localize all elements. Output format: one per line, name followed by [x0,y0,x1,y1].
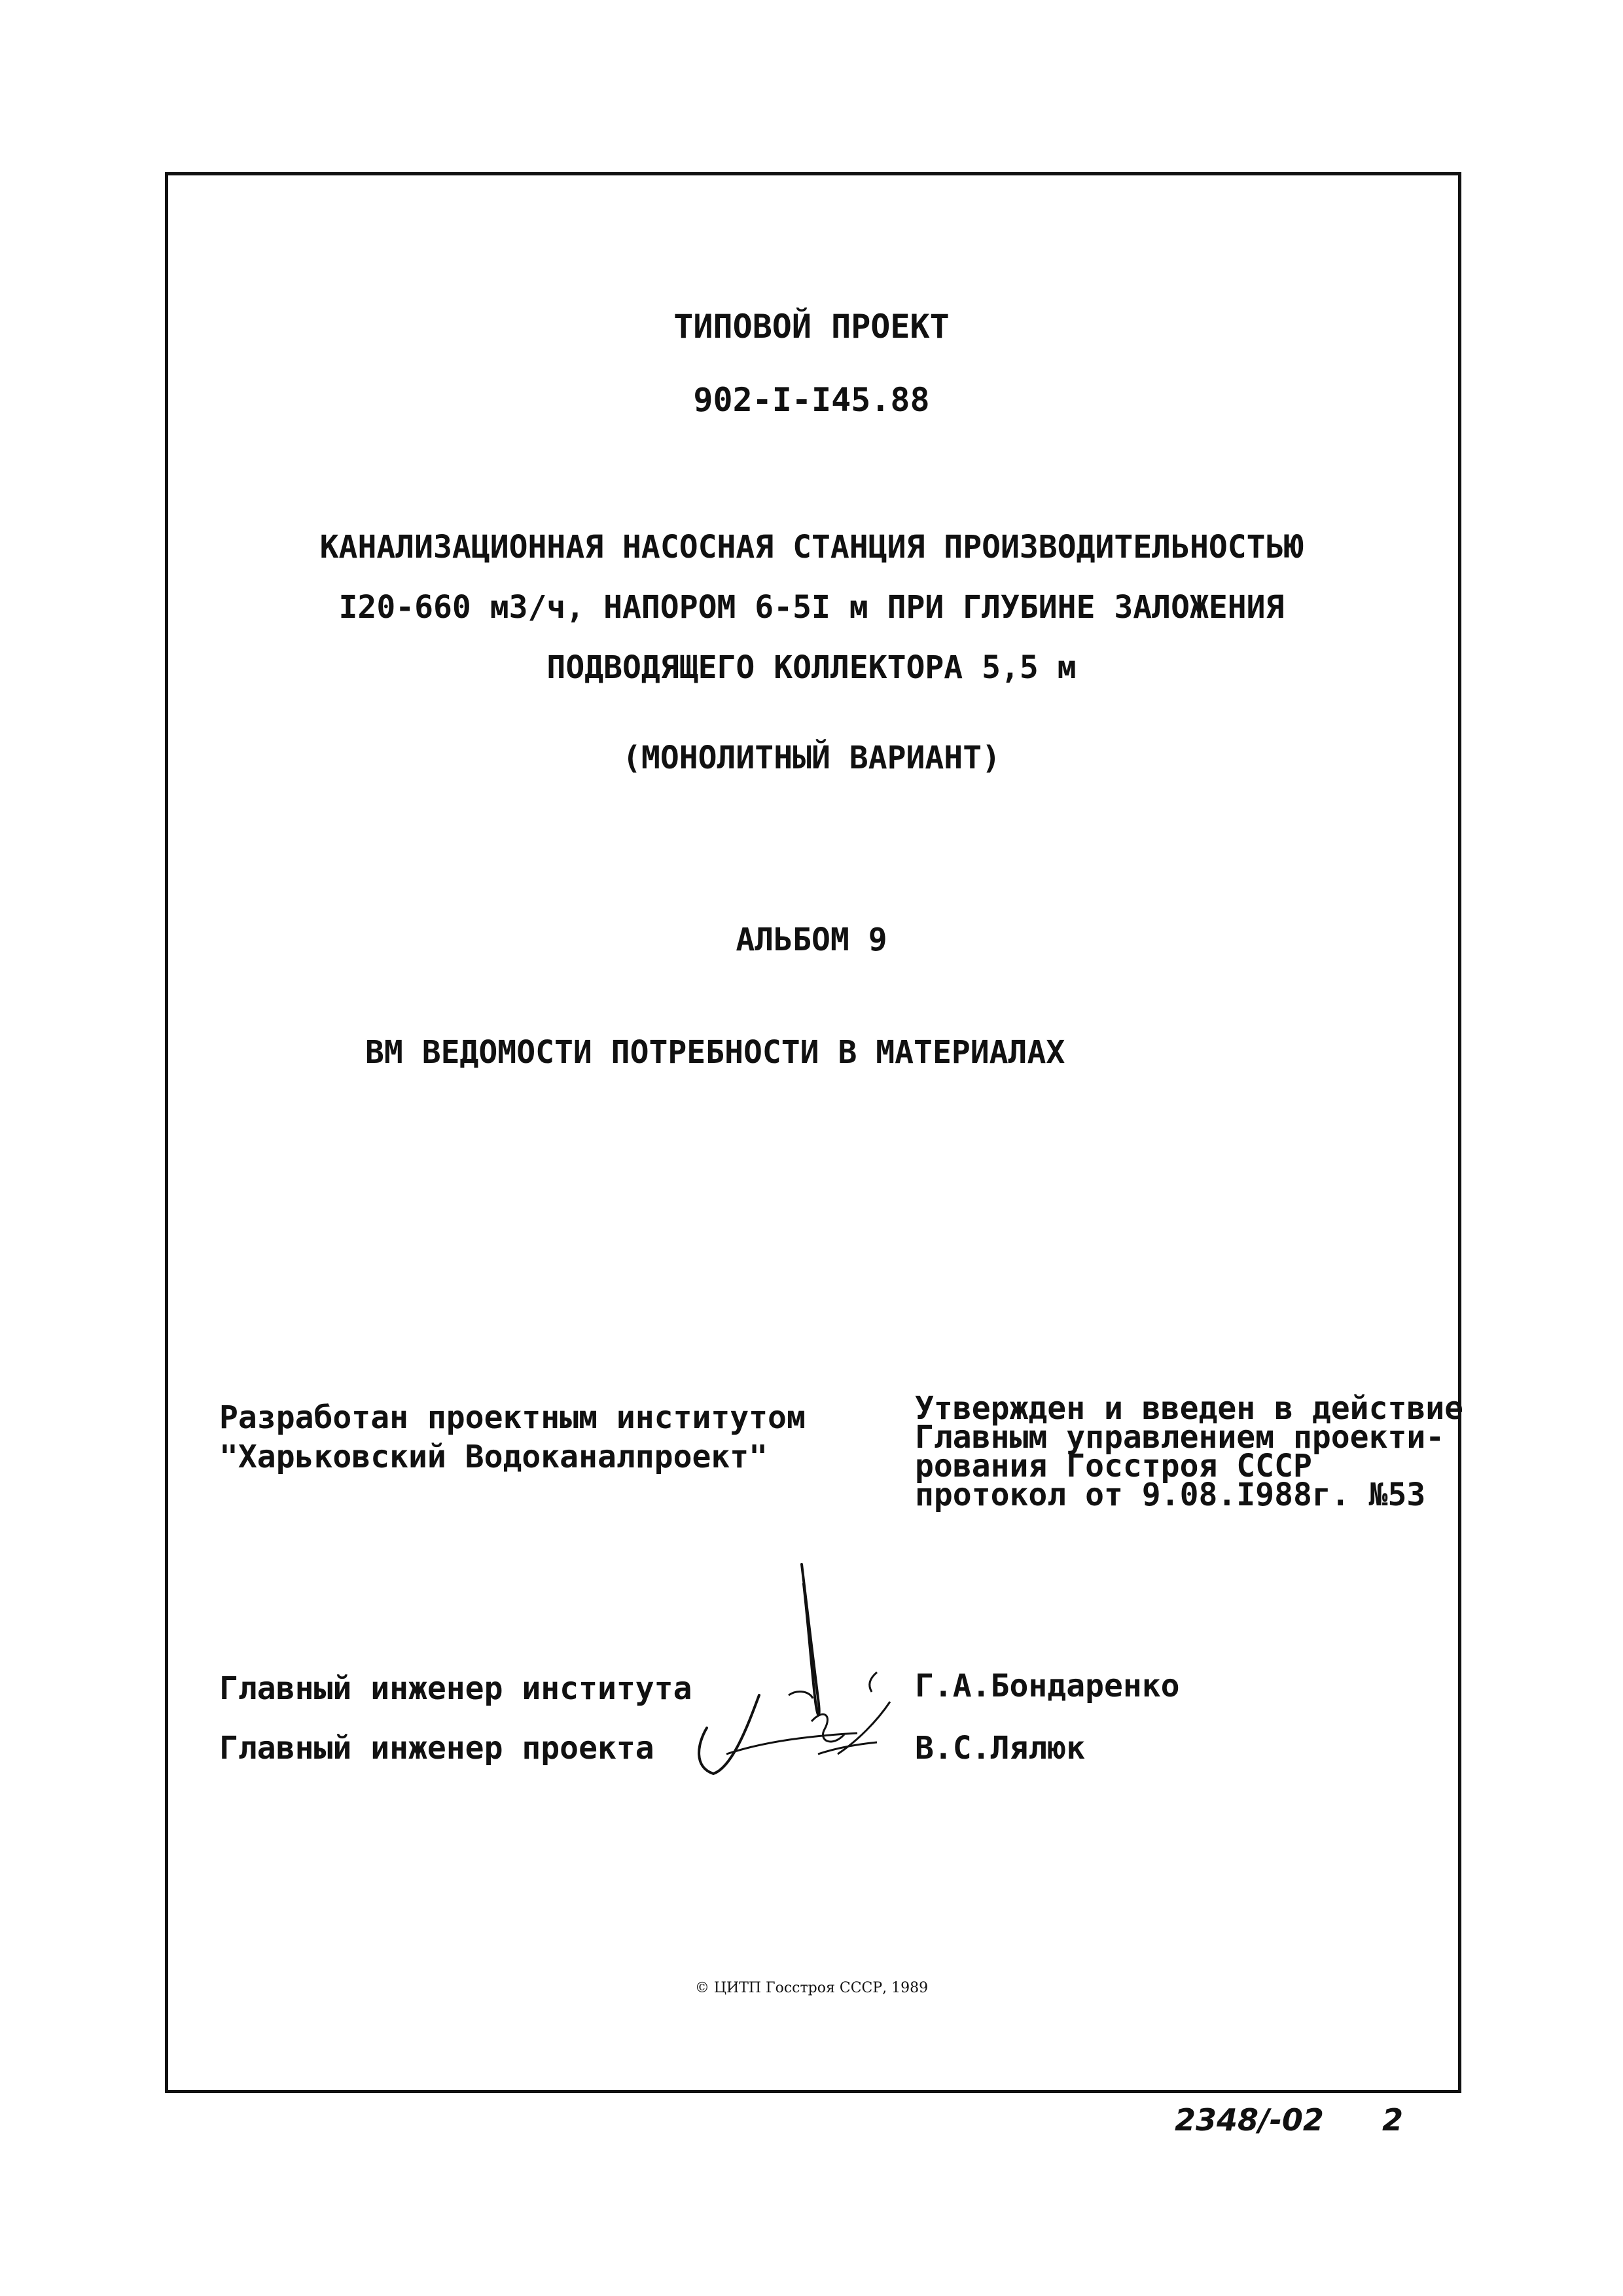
page-number-stamp: 2 [1382,2102,1404,2138]
title-line-1: КАНАЛИЗАЦИОННАЯ НАСОСНАЯ СТАНЦИЯ ПРОИЗВОДИТЕЛЬНОСТЬЮ [319,529,1304,565]
variant-label: (МОНОЛИТНЫЙ ВАРИАНТ) [622,740,1001,776]
title-line-2: I20-660 м3/ч, НАПОРОМ 6-5I м ПРИ ГЛУБИНЕ ЗАЛОЖЕНИЯ [338,589,1285,626]
album-label: АЛЬБОМ 9 [736,922,887,958]
project-number: 902-I-I45.88 [693,381,930,419]
chief-engineer-institute-name: Г.А.Бондаренко [915,1668,1180,1704]
chief-engineer-project-name: В.С.Лялюк [915,1730,1086,1767]
chief-engineer-project-label: Главный инженер проекта [219,1730,654,1767]
title-line-3: ПОДВОДЯЩЕГО КОЛЛЕКТОРА 5,5 м [546,649,1077,686]
developer-line-2: "Харьковский Водоканалпроект" [219,1439,768,1475]
approval-line-3: рования Госстроя СССР [915,1448,1312,1484]
copyright-note: © ЦИТП Госстроя СССР, 1989 [694,1980,929,1996]
approval-line-4: протокол от 9.08.I988г. №53 [915,1477,1426,1513]
approval-block [915,1390,1464,1513]
page-frame [165,172,1464,2093]
approval-line-2: Главным управлением проекти- [915,1419,1445,1456]
developer-line-1: Разработан проектным институтом [219,1399,806,1436]
chief-engineer-institute-label: Главный инженер института [219,1670,692,1707]
document-code-stamp: 2348/-02 [1175,2102,1324,2138]
project-type-label: ТИПОВОЙ ПРОЕКТ [673,308,950,346]
section-title: ВМ ВЕДОМОСТИ ПОТРЕБНОСТИ В МАТЕРИАЛАХ [365,1034,1065,1071]
approval-line-1: Утвержден и введен в действие [915,1390,1464,1427]
handwritten-signature [661,1558,910,1793]
